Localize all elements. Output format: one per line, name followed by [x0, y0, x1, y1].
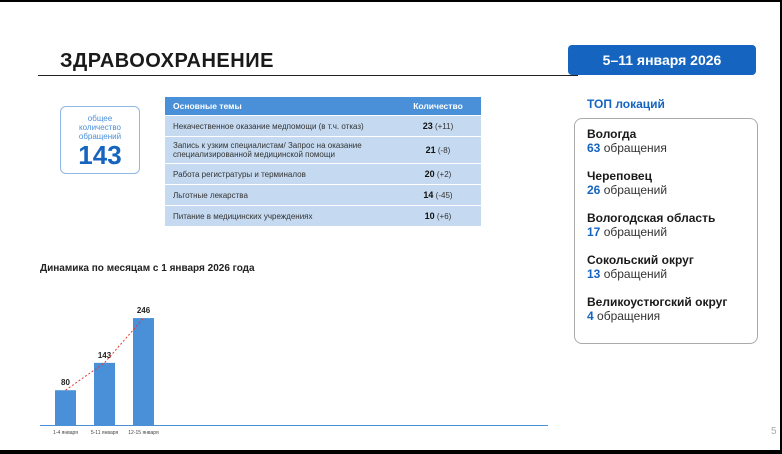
count-delta: (+2) [436, 170, 452, 179]
page-number: 5 [771, 426, 777, 437]
monthly-dynamics-chart [40, 287, 552, 439]
location-count-line [587, 309, 727, 323]
location-count: 63 [587, 141, 601, 155]
count-value: 21 [425, 145, 436, 155]
location-name: Вологда [587, 127, 637, 141]
location-count-line [587, 141, 667, 155]
location-count-suffix: обращений [603, 225, 668, 239]
topic-cell: Некачественное оказание медпомощи (в т.ч. отказ) [165, 116, 395, 137]
location-count: 17 [587, 225, 601, 239]
location-name: Сокольский округ [587, 253, 694, 267]
top-locations-title: ТОП локаций [587, 97, 665, 111]
location-item [587, 127, 667, 155]
chart-title: Динамика по месяцам с 1 января 2026 года [40, 263, 255, 274]
table-row [165, 185, 481, 206]
total-requests-label: общее количество обращений [78, 114, 122, 141]
total-requests-value: 143 [78, 140, 122, 170]
location-item [587, 211, 715, 239]
location-count-suffix: обращения [597, 309, 661, 323]
count-cell [395, 164, 481, 185]
date-range-label: 5–11 января 2026 [602, 52, 722, 68]
location-item [587, 295, 727, 323]
location-count-line [587, 267, 694, 281]
count-value: 20 [424, 169, 435, 179]
count-value: 14 [423, 190, 434, 200]
table-row [165, 206, 481, 227]
table-row [165, 137, 481, 164]
chart-bar [94, 363, 115, 425]
column-header-count: Количество [395, 97, 481, 116]
location-count-suffix: обращения [603, 141, 667, 155]
count-cell [395, 185, 481, 206]
location-count: 13 [587, 267, 601, 281]
table-row [165, 116, 481, 137]
date-range-badge [568, 45, 756, 75]
count-value: 10 [424, 211, 435, 221]
column-header-topic: Основные темы [165, 97, 395, 116]
page-title: ЗДРАВООХРАНЕНИЕ [60, 50, 274, 72]
location-count-line [587, 183, 667, 197]
title-underline [38, 75, 578, 76]
table-row [165, 164, 481, 185]
chart-category-label: 1-4 января [53, 430, 78, 436]
total-requests-card [60, 106, 140, 174]
count-cell [395, 206, 481, 227]
table-header-row [165, 97, 481, 116]
chart-data-label: 143 [97, 350, 112, 360]
topic-cell: Льготные лекарства [165, 185, 395, 206]
location-name: Великоустюгский округ [587, 295, 728, 309]
chart-bar [55, 390, 76, 425]
topic-cell: Работа регистратуры и терминалов [165, 164, 395, 185]
chart-data-label: 80 [61, 378, 70, 388]
count-cell [395, 116, 481, 137]
location-count-suffix: обращений [603, 267, 668, 281]
location-name: Череповец [587, 169, 652, 183]
slide [0, 2, 780, 450]
count-delta: (-8) [437, 146, 451, 155]
top-locations-panel [574, 118, 758, 344]
location-count: 4 [587, 309, 594, 323]
topics-table [165, 97, 481, 226]
chart-bar [133, 318, 154, 425]
chart-data-label: 246 [136, 306, 151, 316]
topic-cell: Запись к узким специалистам/ Запрос на оказание специализированной медицинской помощи [165, 137, 395, 164]
location-count-line [587, 225, 715, 239]
count-cell [395, 137, 481, 164]
location-name: Вологодская область [587, 211, 716, 225]
location-item [587, 169, 667, 197]
count-delta: (-45) [435, 191, 453, 200]
topic-cell: Питание в медицинских учреждениях [165, 206, 395, 227]
count-value: 23 [422, 121, 433, 131]
location-count-suffix: обращений [603, 183, 668, 197]
count-delta: (+6) [436, 212, 452, 221]
chart-category-label: 12-15 января [128, 430, 159, 436]
count-delta: (+11) [434, 122, 454, 131]
chart-category-label: 5-11 января [90, 430, 119, 436]
location-count: 26 [587, 183, 601, 197]
location-item [587, 253, 694, 281]
